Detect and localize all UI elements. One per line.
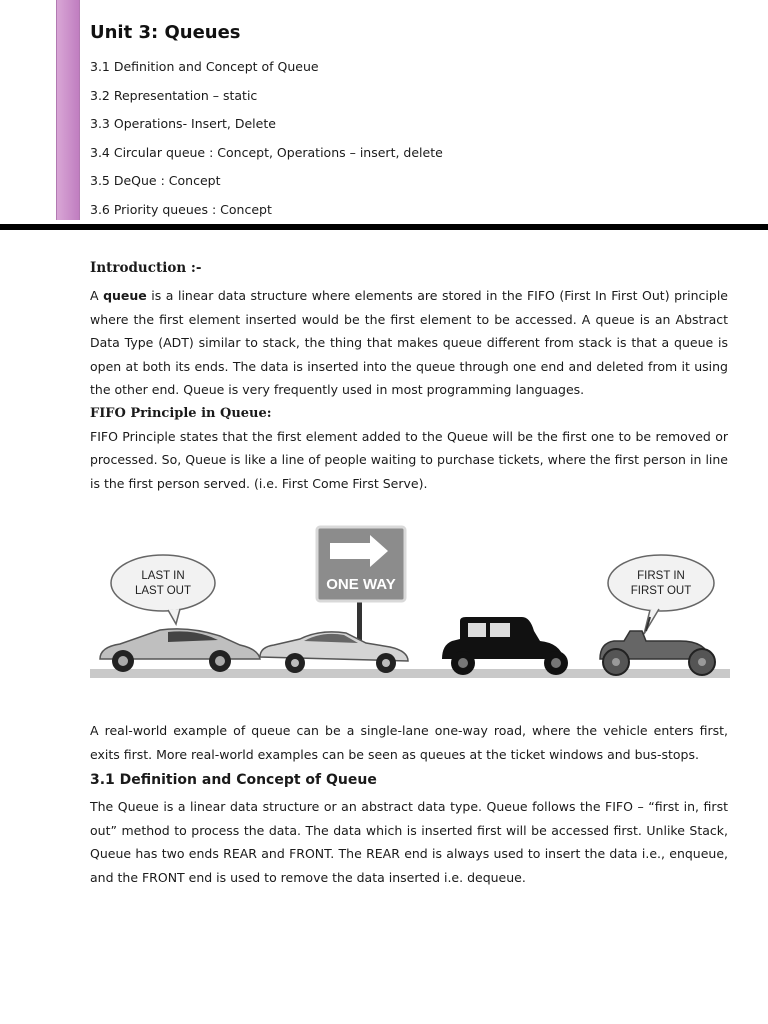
bubble-left-line1: LAST IN: [141, 570, 185, 582]
toc-item: 3.6 Priority queues : Concept: [90, 201, 272, 217]
bubble-right: [608, 555, 714, 611]
section-3-1-heading: 3.1 Definition and Concept of Queue: [90, 772, 377, 788]
bubble-right-line2: FIRST OUT: [630, 585, 692, 597]
fifo-paragraph: FIFO Principle states that the first element added to the Queue will be the first one to be removed or processed. So, Queue is like a line of people waiting to purchase tickets, where the first person in line is the first person served. (i.e. First Come First Serve).: [90, 428, 728, 491]
toc-item: 3.1 Definition and Concept of Queue: [90, 59, 319, 74]
toc-item: 3.4 Circular queue : Concept, Operations – insert, delete: [90, 144, 443, 160]
vintage-car-icon: [442, 617, 568, 675]
decorative-side-bar: [56, 0, 80, 220]
road: [90, 669, 730, 678]
toc-item: 3.3 Operations- Insert, Delete: [90, 116, 276, 132]
cars-queue-svg: [90, 519, 730, 685]
toc-item: 3.5 DeQue : Concept: [90, 173, 221, 189]
header-divider: [0, 224, 768, 230]
section-3-1-paragraph: The Queue is a linear data structure or an abstract data type. Queue follows the FIFO – “first in, first out” method to process the data. The data which is inserted first will be accessed first. Unlike Stack, Queue has two ends REAR and FRONT. The REAR end is always used to insert the data i.e., enqueue, and the FRONT end is used to remove the data inserted i.e. dequeue.: [90, 799, 728, 885]
queue-illustration: [90, 519, 730, 685]
main-content: [90, 258, 728, 889]
toc-item: 3.2 Representation – static: [90, 87, 258, 103]
introduction-heading: Introduction :-: [90, 260, 202, 276]
table-of-contents: [90, 58, 443, 230]
roadster-car-icon: [600, 617, 715, 675]
bubble-right-line1: FIRST IN: [637, 570, 685, 582]
fifo-heading: FIFO Principle in Queue:: [90, 405, 272, 421]
intro-paragraph: A queue is a linear data structure where elements are stored in the FIFO (First In First Out) principle where the first element inserted would be the first element to be accessed. A queue is an Abstract Data Type (ADT) similar to stack, the thing that makes queue different from stack is that a queue is open at both its ends. The data is inserted into the queue through one end and deleted from it using the other end. Queue is very frequently used in most programming languages.: [90, 288, 728, 397]
sports-car-icon: [100, 629, 260, 672]
bubble-left-tail: [168, 609, 180, 624]
sign-label: ONE WAY: [326, 576, 396, 593]
queue-term: queue: [103, 288, 147, 303]
bubble-left-line2: LAST OUT: [134, 585, 192, 597]
unit-title: Unit 3: Queues: [90, 22, 241, 43]
real-world-paragraph: A real-world example of queue can be a single-lane one-way road, where the vehicle enters first, exits first. More real-world examples can be seen as queues at the ticket windows and bus-stops.: [90, 723, 728, 762]
sedan-car-icon: [260, 632, 408, 673]
bubble-left: [111, 555, 215, 611]
